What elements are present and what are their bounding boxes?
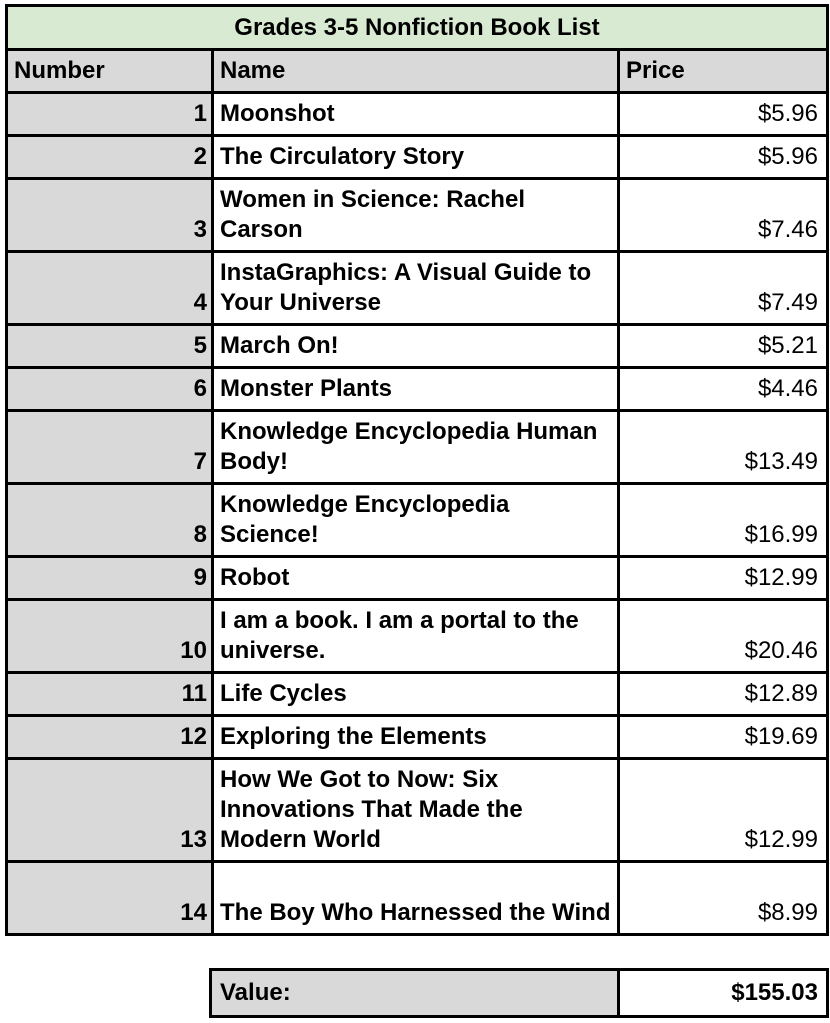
name-cell[interactable]: Knowledge Encyclopedia Human Body! — [213, 411, 619, 484]
name-cell[interactable]: March On! — [213, 325, 619, 368]
total-row — [211, 970, 828, 1017]
table-row — [7, 252, 828, 325]
price-cell[interactable]: $8.99 — [619, 862, 828, 935]
name-cell[interactable]: The Circulatory Story — [213, 136, 619, 179]
number-cell[interactable]: 8 — [7, 484, 213, 557]
number-cell[interactable]: 11 — [7, 673, 213, 716]
table-row — [7, 600, 828, 673]
total-table — [209, 968, 829, 1018]
price-cell[interactable]: $13.49 — [619, 411, 828, 484]
book-list-table — [5, 4, 829, 936]
name-cell[interactable]: How We Got to Now: Six Innovations That Made the Modern World — [213, 759, 619, 862]
name-cell[interactable]: The Boy Who Harnessed the Wind — [213, 862, 619, 935]
number-cell[interactable]: 3 — [7, 179, 213, 252]
table-row — [7, 862, 828, 935]
table-title[interactable]: Grades 3-5 Nonfiction Book List — [7, 6, 828, 50]
name-cell[interactable]: InstaGraphics: A Visual Guide to Your Universe — [213, 252, 619, 325]
table-row — [7, 179, 828, 252]
total-label[interactable]: Value: — [211, 970, 619, 1017]
name-cell[interactable]: Life Cycles — [213, 673, 619, 716]
number-cell[interactable]: 5 — [7, 325, 213, 368]
header-number[interactable]: Number — [7, 50, 213, 93]
table-row — [7, 716, 828, 759]
title-row — [7, 6, 828, 50]
name-cell[interactable]: Robot — [213, 557, 619, 600]
header-price[interactable]: Price — [619, 50, 828, 93]
number-cell[interactable]: 13 — [7, 759, 213, 862]
table-row — [7, 411, 828, 484]
number-cell[interactable]: 12 — [7, 716, 213, 759]
name-cell[interactable]: Exploring the Elements — [213, 716, 619, 759]
price-cell[interactable]: $5.96 — [619, 93, 828, 136]
name-cell[interactable]: Knowledge Encyclopedia Science! — [213, 484, 619, 557]
table-row — [7, 93, 828, 136]
header-row — [7, 50, 828, 93]
price-cell[interactable]: $12.99 — [619, 759, 828, 862]
price-cell[interactable]: $4.46 — [619, 368, 828, 411]
table-row — [7, 325, 828, 368]
price-cell[interactable]: $12.99 — [619, 557, 828, 600]
price-cell[interactable]: $5.21 — [619, 325, 828, 368]
number-cell[interactable]: 4 — [7, 252, 213, 325]
table-row — [7, 673, 828, 716]
price-cell[interactable]: $5.96 — [619, 136, 828, 179]
price-cell[interactable]: $16.99 — [619, 484, 828, 557]
price-cell[interactable]: $12.89 — [619, 673, 828, 716]
header-name[interactable]: Name — [213, 50, 619, 93]
number-cell[interactable]: 9 — [7, 557, 213, 600]
price-cell[interactable]: $19.69 — [619, 716, 828, 759]
number-cell[interactable]: 10 — [7, 600, 213, 673]
number-cell[interactable]: 14 — [7, 862, 213, 935]
name-cell[interactable]: I am a book. I am a portal to the universe. — [213, 600, 619, 673]
name-cell[interactable]: Moonshot — [213, 93, 619, 136]
table-row — [7, 368, 828, 411]
table-row — [7, 557, 828, 600]
table-row — [7, 136, 828, 179]
total-value[interactable]: $155.03 — [619, 970, 828, 1017]
table-row — [7, 759, 828, 862]
number-cell[interactable]: 7 — [7, 411, 213, 484]
name-cell[interactable]: Women in Science: Rachel Carson — [213, 179, 619, 252]
number-cell[interactable]: 6 — [7, 368, 213, 411]
number-cell[interactable]: 2 — [7, 136, 213, 179]
name-cell[interactable]: Monster Plants — [213, 368, 619, 411]
number-cell[interactable]: 1 — [7, 93, 213, 136]
price-cell[interactable]: $7.46 — [619, 179, 828, 252]
price-cell[interactable]: $7.49 — [619, 252, 828, 325]
table-row — [7, 484, 828, 557]
price-cell[interactable]: $20.46 — [619, 600, 828, 673]
